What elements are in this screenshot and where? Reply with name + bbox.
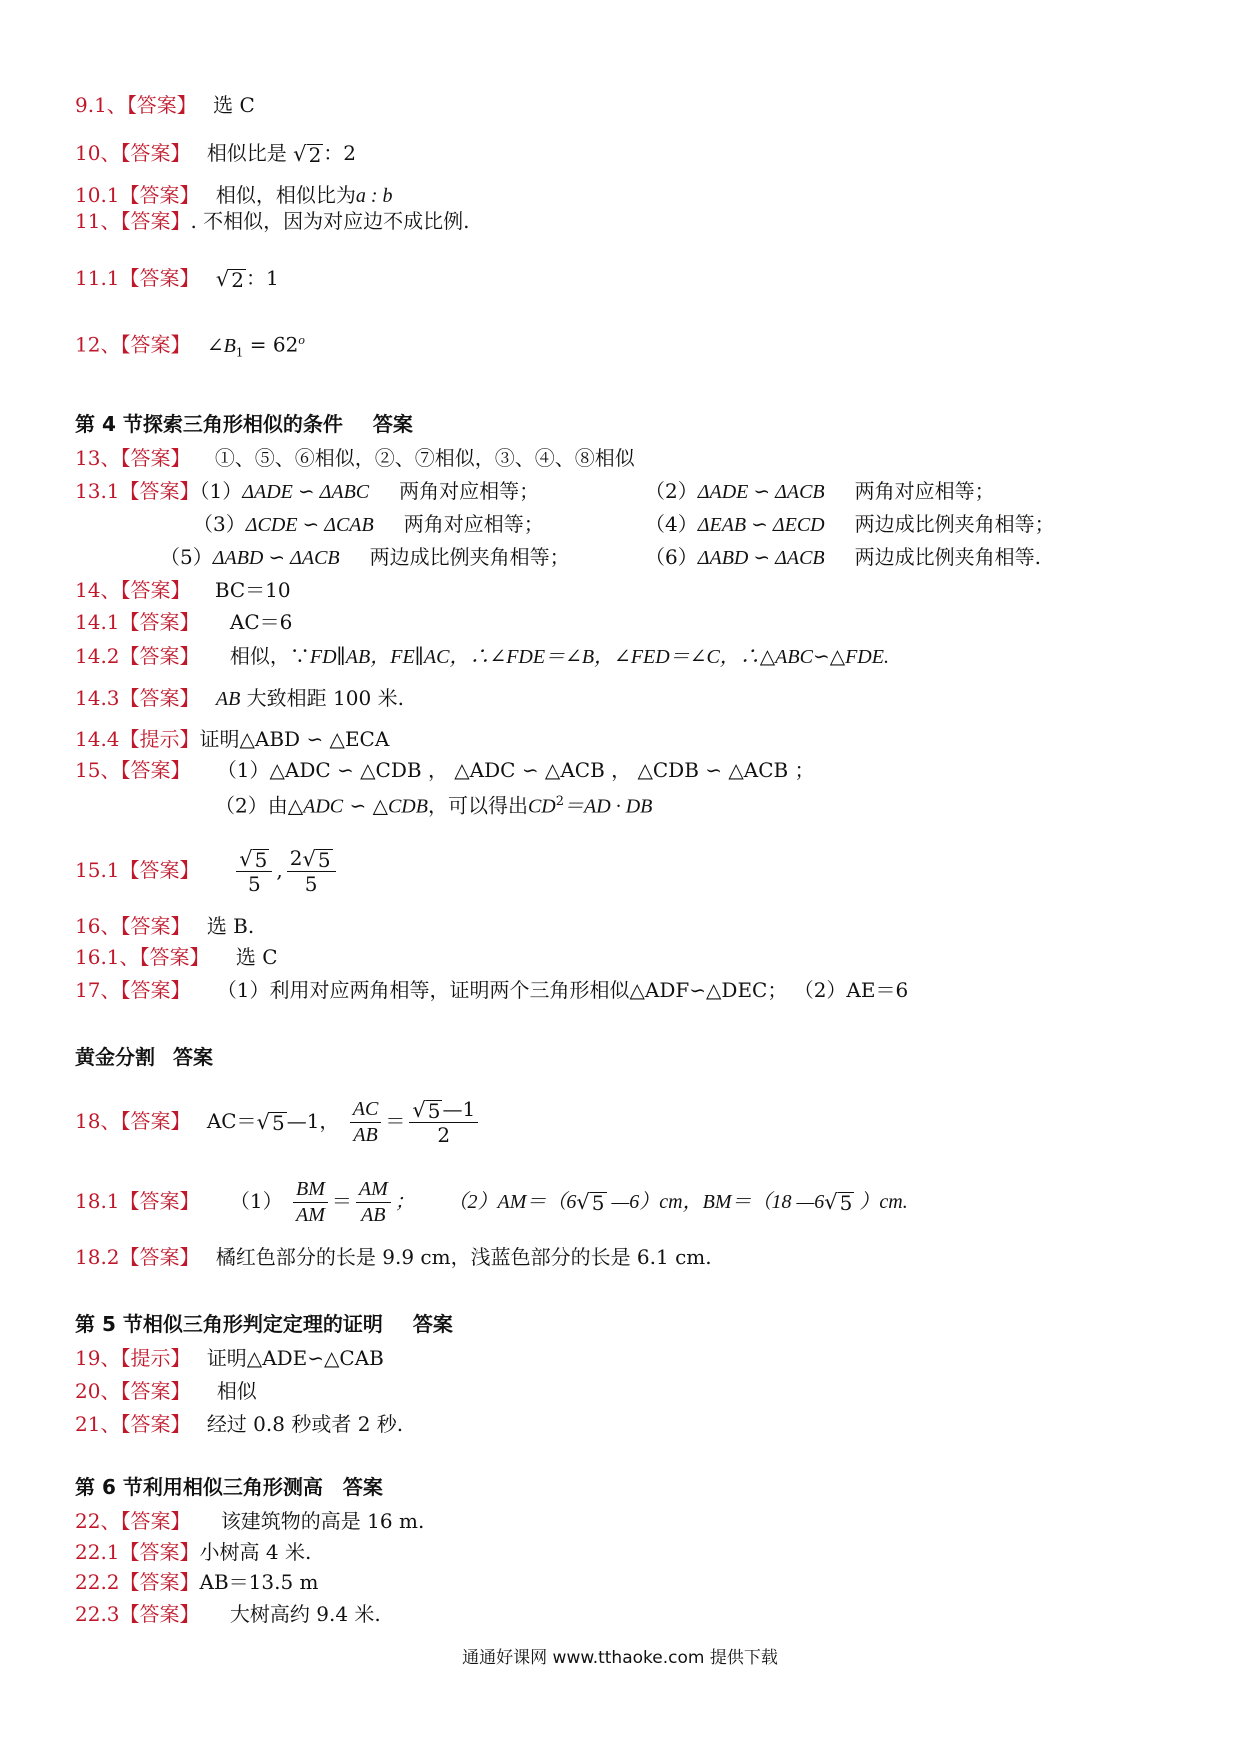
hint-tag: 【提示】	[119, 727, 200, 751]
heading-suffix: 答案	[412, 1312, 453, 1336]
answer-tag: 【答案】	[126, 93, 197, 117]
answer-14-1	[75, 609, 292, 635]
item-number: 11、	[75, 209, 121, 233]
equation-value: = 62	[243, 332, 299, 357]
fraction: 2 √ 5 5	[287, 846, 336, 897]
answer-13-1-item-5	[160, 544, 570, 571]
answer-tag: 【答案】	[120, 978, 191, 1002]
answer-tag: 【答案】	[119, 1540, 200, 1564]
answer-tag: 【答案】	[120, 1379, 191, 1403]
answer-tag: 【答案】	[120, 332, 191, 357]
math-expression: CDB	[387, 795, 428, 818]
answer-22-3	[75, 1601, 381, 1627]
answer-14-2	[75, 643, 889, 670]
heading-title: 第 6 节利用相似三角形测高	[75, 1475, 323, 1499]
answer-text: 经过 0.8 秒或者 2 秒.	[206, 1412, 404, 1436]
answer-tag: 【答案】	[120, 758, 191, 782]
answer-text: （2）AM＝（6	[447, 1191, 577, 1213]
item-number: 16、	[75, 914, 121, 938]
answer-text: 小树高 4 米.	[199, 1540, 312, 1564]
similarity-relation: ΔABD ∽ ΔACB	[697, 547, 825, 569]
heading-suffix: 答案	[173, 1045, 213, 1069]
answer-tag: 【答案】	[119, 266, 200, 290]
answer-text: BC＝10	[214, 578, 291, 602]
sqrt-symbol: √ 5	[824, 1189, 853, 1215]
answer-tag: 【答案】	[139, 945, 210, 969]
reason-text: 两角对应相等；	[399, 479, 540, 503]
item-number: 22.2	[75, 1570, 120, 1594]
answer-text: 证明△ADE∽△CAB	[206, 1346, 384, 1370]
answer-13-1-item-3	[193, 511, 544, 538]
item-number: 14.2	[75, 644, 120, 668]
item-number: 20、	[75, 1379, 121, 1403]
item-number: 12、	[75, 332, 121, 357]
answer-17	[75, 977, 908, 1003]
item-number: 9.1、	[75, 93, 127, 117]
answer-text: 相似	[216, 1379, 257, 1403]
answer-tag: 【答案】	[120, 1412, 191, 1436]
answer-14-4	[75, 726, 389, 752]
answer-10	[75, 140, 356, 166]
sub-label: （1）	[199, 479, 243, 503]
item-number: 16.1、	[75, 945, 140, 969]
item-number: 18.2	[75, 1245, 120, 1269]
section-heading-4	[75, 411, 413, 437]
reason-text: 两角对应相等；	[854, 479, 995, 503]
answer-tag: 【答案】	[119, 1602, 200, 1626]
item-number: 18.1	[75, 1189, 120, 1213]
item-number: 15、	[75, 758, 121, 782]
answer-15-row-2	[215, 789, 652, 820]
fraction: √ 5 —1 2	[409, 1097, 478, 1148]
math-expression: ＝AD · DB	[564, 795, 653, 818]
answer-18-2	[75, 1244, 712, 1270]
sub-label: （3）	[193, 512, 246, 536]
answer-tag: 【答案】	[119, 1570, 200, 1594]
reason-text: 两边成比例夹角相等；	[854, 512, 1055, 536]
item-number: 14.4	[75, 727, 120, 751]
answer-22-2	[75, 1569, 319, 1595]
item-number: 13.1	[75, 479, 120, 503]
answer-21	[75, 1411, 403, 1437]
hint-tag: 【提示】	[120, 1346, 191, 1370]
heading-suffix: 答案	[372, 412, 413, 436]
answer-22	[75, 1508, 424, 1534]
math-expression: ADC	[303, 795, 344, 818]
answer-text: 相似，相似比为	[215, 183, 356, 207]
similarity-relation: ΔADE ∽ ΔABC	[242, 481, 370, 503]
heading-title: 第 4 节探索三角形相似的条件	[75, 412, 343, 436]
similarity-relation: ΔABD ∽ ΔACB	[212, 547, 340, 569]
answer-11	[75, 208, 470, 234]
reason-text: 两边成比例夹角相等；	[369, 545, 570, 569]
subscript: 1	[235, 345, 244, 360]
page-footer: 通通好课网 www.tthaoke.com 提供下载	[462, 1648, 778, 1668]
reason-text: 两角对应相等；	[403, 512, 544, 536]
answer-13-1-item-4	[645, 511, 1055, 538]
answer-13	[75, 445, 635, 471]
math-expression: AB	[215, 688, 241, 710]
answer-text: ，可以得出	[427, 793, 528, 818]
section-heading-golden-ratio	[75, 1044, 213, 1070]
item-number: 22、	[75, 1509, 121, 1533]
sqrt-symbol: √ 5	[576, 1189, 605, 1215]
sub-label: （2）	[645, 479, 698, 503]
answer-tag: 【答案】	[119, 686, 200, 710]
answer-text: . 不相似，因为对应边不成比例.	[190, 209, 470, 233]
answer-16-1	[75, 944, 278, 970]
answer-text: AC＝6	[229, 610, 293, 634]
ratio-text: ：2	[323, 141, 357, 165]
math-expression: CD	[527, 795, 556, 818]
fraction: $\frac{BM}{AM}$	[293, 1177, 328, 1228]
math-operator: ∽ △	[343, 793, 388, 818]
answer-text: AB＝13.5 m	[199, 1570, 319, 1594]
item-number: 11.1	[75, 266, 120, 290]
answer-15-row-1	[75, 757, 815, 783]
item-number: 22.3	[75, 1602, 120, 1626]
answer-tag: 【答案】	[120, 1109, 191, 1133]
answer-tag: 【答案】	[119, 479, 200, 503]
item-number: 18、	[75, 1109, 121, 1133]
answer-13-1-item-2	[645, 478, 995, 505]
answer-20	[75, 1378, 257, 1404]
answer-tag: 【答案】	[119, 644, 200, 668]
item-number: 10、	[75, 141, 121, 165]
item-number: 10.1	[75, 183, 120, 207]
answer-text: 大树高约 9.4 米.	[229, 1602, 381, 1626]
answer-18-1	[75, 1170, 908, 1232]
sub-label: （1）	[229, 1189, 283, 1213]
degree-mark: o	[298, 332, 305, 347]
answer-text: 证明△ABD ∽ △ECA	[199, 727, 390, 751]
answer-22-1	[75, 1539, 311, 1565]
math-expression: a : b	[355, 185, 393, 207]
sub-label: （4）	[645, 512, 698, 536]
heading-title: 黄金分割	[75, 1045, 155, 1069]
answer-tag: 【答案】	[119, 183, 200, 207]
answer-text: 橘红色部分的长是 9.9 cm，浅蓝色部分的长是 6.1 cm.	[215, 1245, 712, 1269]
answer-text: 选 C	[213, 93, 255, 117]
fraction: $\frac{AC}{AB}$	[350, 1097, 382, 1148]
answer-text: 大致相距 100 米.	[240, 686, 404, 710]
answer-tag: 【答案】	[120, 578, 191, 602]
answer-text: （2）由△	[215, 793, 304, 818]
answer-tag: 【答案】	[119, 1245, 200, 1269]
math-expression: ∠B	[206, 334, 236, 357]
answer-text: ①、⑤、⑥相似，②、⑦相似，③、④、⑧相似	[214, 446, 635, 470]
answer-text: （1）利用对应两角相等，证明两个三角形相似△ADF∽△DEC； （2）AE＝6	[216, 978, 909, 1002]
sub-label: （6）	[645, 545, 698, 569]
answer-tag: 【答案】	[119, 610, 200, 634]
answer-text: 相似比是	[206, 141, 287, 165]
answer-tag: 【答案】	[120, 446, 191, 470]
answer-18	[75, 1090, 482, 1152]
answer-text: 该建筑物的高是 16 m.	[220, 1509, 425, 1533]
sqrt-symbol: √ 5	[256, 1109, 285, 1135]
math-expression: FD∥AB，FE∥AC，∴∠FDE＝∠B，∠FED＝∠C，∴△ABC∽△FDE.	[309, 646, 889, 668]
answer-9-1	[75, 92, 255, 118]
answer-13-1-row-1	[75, 478, 539, 505]
reason-text: 两边成比例夹角相等.	[854, 545, 1041, 569]
equals-sign: ＝	[385, 1109, 406, 1133]
equals-sign: ＝	[331, 1189, 352, 1213]
sqrt-symbol: √ 2	[215, 266, 245, 292]
similarity-relation: ΔADE ∽ ΔACB	[697, 481, 825, 503]
answer-tag: 【答案】	[120, 914, 191, 938]
section-heading-6	[75, 1474, 383, 1500]
answer-text: 相似，∵	[229, 644, 310, 668]
similarity-relation: ΔCDE ∽ ΔCAB	[245, 514, 374, 536]
answer-15-1	[75, 840, 340, 900]
answer-text: 选 B.	[206, 914, 255, 938]
ratio-text: ：1	[246, 266, 279, 290]
answer-tag: 【答案】	[119, 858, 200, 882]
item-number: 14、	[75, 578, 121, 602]
heading-title: 第 5 节相似三角形判定定理的证明	[75, 1312, 383, 1336]
item-number: 14.1	[75, 610, 120, 634]
sub-label: （5）	[160, 545, 213, 569]
answer-14-3	[75, 685, 404, 712]
answer-text: —1，	[286, 1109, 340, 1133]
answer-text: ）cm.	[854, 1191, 908, 1213]
similarity-relation: ΔEAB ∽ ΔECD	[697, 514, 825, 536]
semicolon: ；	[394, 1191, 415, 1213]
superscript: 2	[555, 794, 565, 809]
answer-11-1	[75, 265, 279, 291]
answer-13-1-item-6	[645, 544, 1041, 571]
answer-text: （1）△ADC ∽ △CDB ， △ADC ∽ △ACB ， △CDB ∽ △ACB ；	[216, 758, 815, 782]
fraction: √ 5 5	[236, 846, 272, 897]
item-number: 15.1	[75, 858, 120, 882]
answer-14	[75, 577, 291, 603]
fraction: $\frac{AM}{AB}$	[356, 1177, 391, 1228]
answer-10-1	[75, 182, 393, 209]
item-number: 21、	[75, 1412, 121, 1436]
answer-tag: 【答案】	[119, 1189, 200, 1213]
answer-text: AC＝	[206, 1109, 257, 1133]
answer-tag: 【答案】	[120, 1509, 191, 1533]
item-number: 14.3	[75, 686, 120, 710]
item-number: 13、	[75, 446, 121, 470]
heading-suffix: 答案	[342, 1475, 383, 1499]
answer-text: 选 C	[235, 945, 278, 969]
section-heading-5	[75, 1311, 453, 1337]
item-number: 22.1	[75, 1540, 120, 1564]
separator: ,	[276, 858, 283, 882]
answer-tag: 【答案】	[120, 141, 191, 165]
answer-19	[75, 1345, 384, 1371]
answer-16	[75, 913, 254, 939]
answer-text: —6）cm，BM＝（18 —6	[606, 1191, 825, 1213]
answer-tag: 【答案】	[120, 209, 191, 233]
item-number: 17、	[75, 978, 121, 1002]
item-number: 19、	[75, 1346, 121, 1370]
sqrt-symbol: √ 2	[293, 141, 322, 167]
answer-12	[75, 327, 305, 366]
